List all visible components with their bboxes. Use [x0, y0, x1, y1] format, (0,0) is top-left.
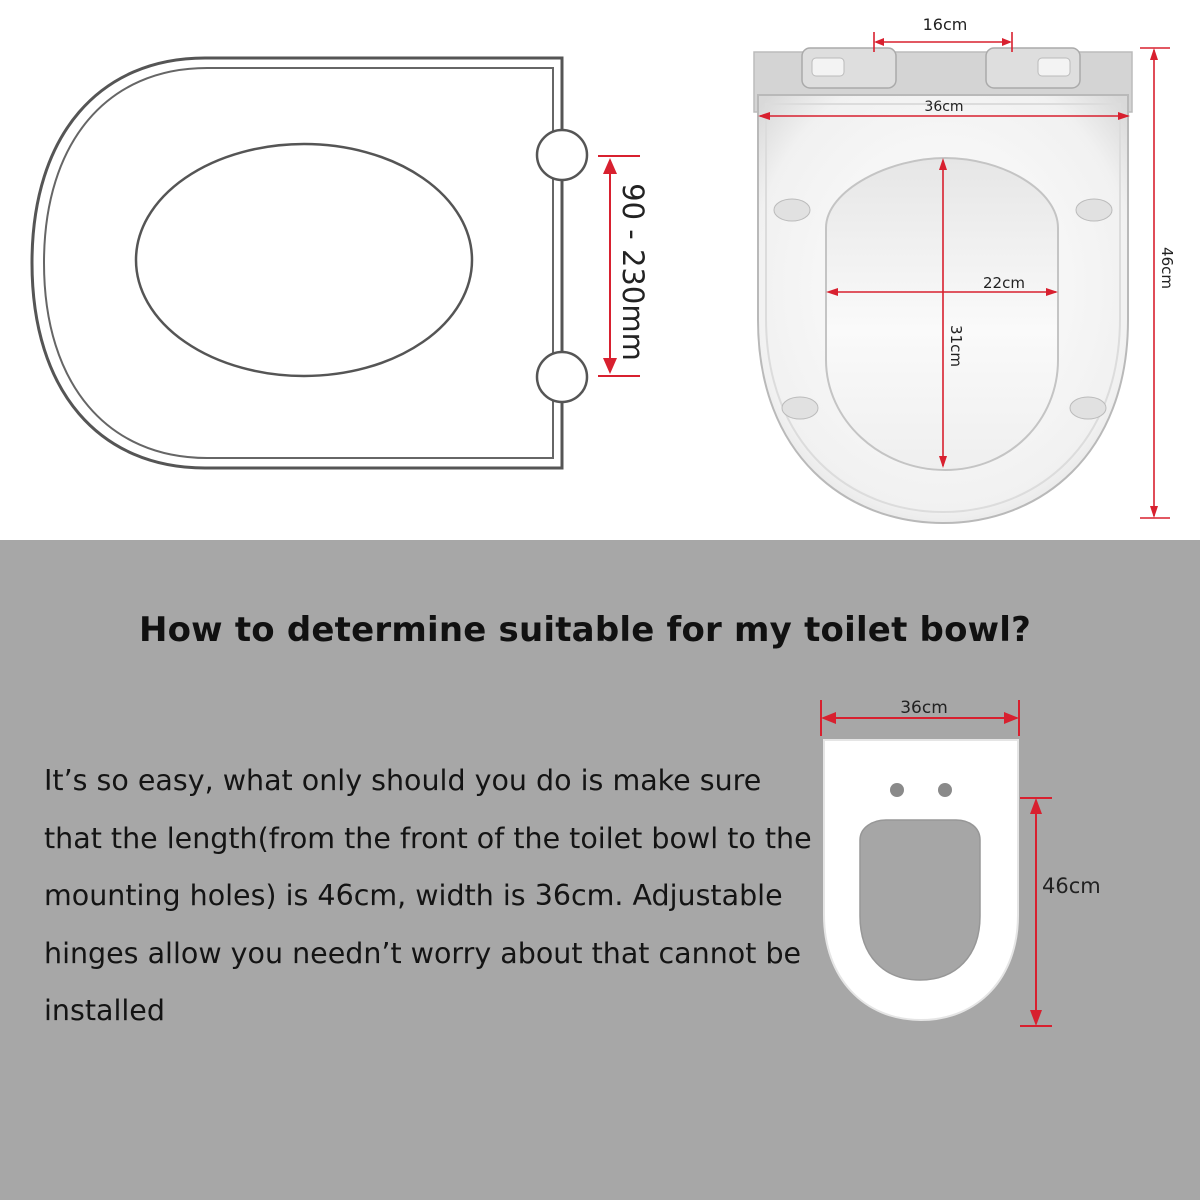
hinge-distance-label: 16cm — [922, 15, 968, 34]
dimension-panel — [0, 0, 1200, 540]
mounting-hole-left — [890, 783, 904, 797]
opening-length-label: 31cm — [947, 325, 965, 367]
seat-width-label: 36cm — [924, 99, 964, 115]
total-length-label: 46cm — [1158, 247, 1176, 289]
hinge-hole-upper — [537, 130, 587, 180]
hinge-hole-lower — [537, 352, 587, 402]
guide-text: It’s so easy, what only should you do is make sure that the length(from the front of the toilet bowl to the mounting holes) is 46cm, width is 36cm. Adjustable hinges allow you needn’t worry about that cannot be installed — [44, 764, 812, 1027]
seat-line-drawing — [0, 0, 660, 540]
seat-opening — [860, 820, 980, 980]
small-width-label: 36cm — [900, 698, 948, 718]
small-seat-diagram — [800, 690, 1140, 1040]
mounting-hole-right — [938, 783, 952, 797]
small-length-arrow — [1020, 798, 1052, 1026]
seat-photo-dimensions — [740, 0, 1200, 540]
guide-heading: How to determine suitable for my toilet bowl? — [138, 610, 1032, 650]
opening-width-label: 22cm — [983, 274, 1025, 292]
mounting-range-label: 90 - 230mm — [616, 183, 650, 361]
small-length-label: 46cm — [1042, 874, 1101, 898]
